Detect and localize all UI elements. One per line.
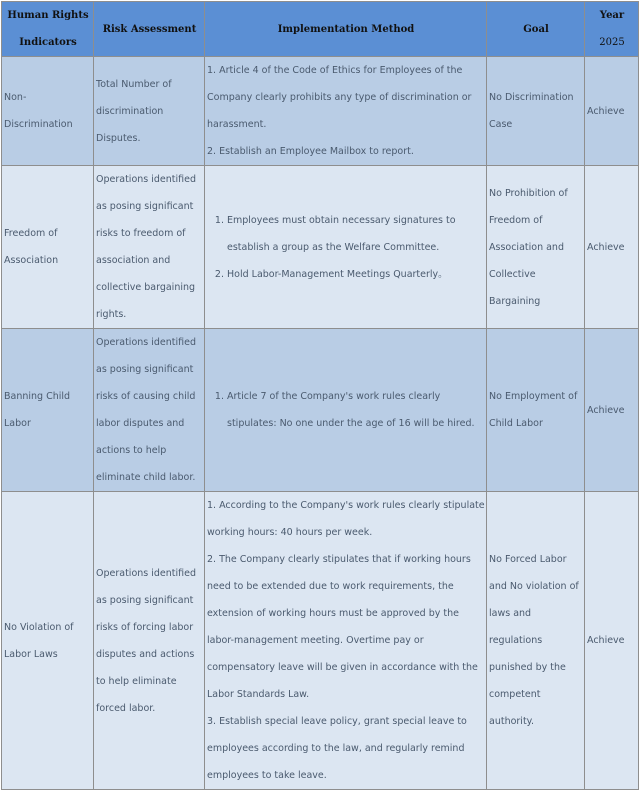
header-goal: Goal <box>487 2 585 57</box>
method-cell <box>205 492 487 790</box>
method-list <box>207 207 485 288</box>
header-method: Implementation Method <box>205 2 487 57</box>
table-row <box>2 57 639 166</box>
method-item: 1. According to the Company's work rules clearly stipulate working hours: 40 hours per week. <box>207 500 485 538</box>
goal-cell: No Prohibition of Freedom of Association and Collective Bargaining <box>487 166 585 329</box>
risk-cell: Operations identified as posing significant risks to freedom of association and collective bargaining rights. <box>94 166 205 329</box>
method-item: 2. Establish an Employee Mailbox to report. <box>207 146 414 157</box>
header-year-value: 2025 <box>599 37 625 48</box>
status-cell: Achieve <box>585 57 639 166</box>
header-row <box>2 2 639 57</box>
method-item: 2. Hold Labor-Management Meetings Quarterly。 <box>227 261 485 288</box>
risk-cell: Total Number of discrimination Disputes. <box>94 57 205 166</box>
risk-cell: Operations identified as posing significant risks of causing child labor disputes and actions to help eliminate child labor. <box>94 329 205 492</box>
indicator-cell: Freedom of Association <box>2 166 94 329</box>
goal-cell: No Forced Labor and No violation of laws and regulations punished by the competent authority. <box>487 492 585 790</box>
method-item: 3. Establish special leave policy, grant special leave to employees according to the law, and regularly remind employees to take leave. <box>207 716 467 781</box>
indicator-cell: Non-Discrimination <box>2 57 94 166</box>
header-indicators: Human Rights Indicators <box>2 2 94 57</box>
goal-cell: No Employment of Child Labor <box>487 329 585 492</box>
indicator-cell: Banning Child Labor <box>2 329 94 492</box>
goal-cell: No Discrimination Case <box>487 57 585 166</box>
status-cell: Achieve <box>585 166 639 329</box>
header-year-label: Year <box>599 10 625 21</box>
indicator-cell: No Violation of Labor Laws <box>2 492 94 790</box>
method-item: 1. Employees must obtain necessary signatures to establish a group as the Welfare Committee. <box>227 207 485 261</box>
method-cell <box>205 166 487 329</box>
human-rights-table <box>1 1 639 790</box>
table-row <box>2 492 639 790</box>
table-row <box>2 329 639 492</box>
method-cell <box>205 57 487 166</box>
table-row <box>2 166 639 329</box>
status-cell: Achieve <box>585 329 639 492</box>
status-cell: Achieve <box>585 492 639 790</box>
method-item: 2. The Company clearly stipulates that if working hours need to be extended due to work requirements, the extension of working hours must be approved by the labor-management meeting. Overtime pay or compensatory leave will be given in accordance with the Labor Standards Law. <box>207 554 478 700</box>
method-cell <box>205 329 487 492</box>
method-item: 1. Article 4 of the Code of Ethics for Employees of the Company clearly prohibits any type of discrimination or harassment. <box>207 65 472 130</box>
header-year <box>585 2 639 57</box>
method-item: 1. Article 7 of the Company's work rules clearly stipulates: No one under the age of 16 will be hired. <box>227 383 485 437</box>
header-risk: Risk Assessment <box>94 2 205 57</box>
risk-cell: Operations identified as posing significant risks of forcing labor disputes and actions to help eliminate forced labor. <box>94 492 205 790</box>
method-list <box>207 383 485 437</box>
